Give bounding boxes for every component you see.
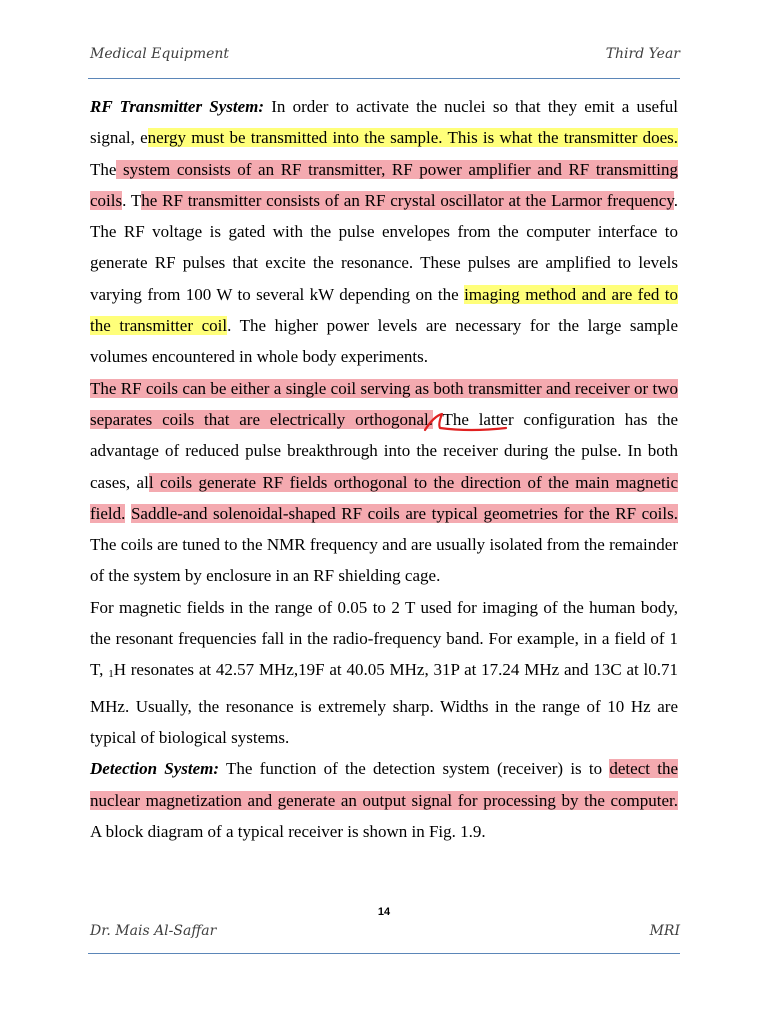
text-run: The latter configuration has the advantage of reduced pulse breakthrough into the receiver during the pulse. In both cases, al	[90, 409, 678, 492]
text-run: In order to activate the nuclei so that they emit a useful signal, e	[90, 97, 678, 148]
text-run: . The RF voltage is gated with the pulse envelopes from the computer interface to generate RF pulses that excite the resonance. These pulses are amplified to levels varying from 100 W to several kW depending on the	[90, 190, 678, 304]
text-run: H resonates at 42.57 MHz,19F at 40.05 MHz, 31P at 17.24 MHz and 13C at l0.71 MHz. Usually, the resonance is extremely sharp. Widths in the range of 10 Hz are typical of biological systems.	[90, 660, 679, 747]
text-run: The coils are tuned to the NMR frequency and are usually isolated from the remainder of the system by enclosure in an RF shielding cage.	[90, 535, 678, 586]
pink-highlight: The RF coils can be either a single coil serving as both transmitter and receiver or two separates coils that are electrically orthogonal.	[90, 378, 678, 429]
paragraph-resonant-frequencies	[90, 592, 678, 753]
footer-rule	[88, 953, 680, 954]
page-number: 14	[377, 906, 391, 918]
red-pen-annotation-icon	[420, 410, 520, 446]
paragraph-rf-coils	[90, 373, 678, 592]
pink-highlight: l coils generate RF fields orthogonal to the direction of the main magnetic field.	[90, 472, 678, 523]
section-lead: Detection System:	[90, 759, 220, 779]
yellow-highlight: imaging method and are fed to the transmitter coil	[90, 284, 679, 336]
page-footer	[90, 923, 680, 943]
text-run: For magnetic fields in the range of 0.05 to 2 T used for imaging of the human body, the resonant frequencies fall in the radio-frequency band. For example, in a field of 1 T,	[90, 597, 678, 680]
page-body	[90, 91, 678, 847]
subscript: 1	[108, 668, 114, 681]
header-rule	[88, 78, 680, 79]
text-run: The	[90, 159, 117, 179]
paragraph-detection-system	[90, 753, 678, 847]
section-lead: RF Transmitter System:	[90, 97, 265, 116]
yellow-highlight: nergy must be transmitted into the sample. This is what the transmitter does.	[147, 128, 678, 148]
text-run: The function of the detection system (receiver) is to	[219, 759, 610, 779]
pink-highlight: Saddle-and solenoidal-shaped RF coils are typical geometries for the RF coils.	[130, 503, 678, 523]
text-run: A block diagram of a typical receiver is shown in Fig. 1.9.	[90, 821, 486, 841]
header-course: Medical Equipment	[90, 46, 230, 62]
header-year: Third Year	[605, 46, 680, 62]
pink-highlight: he RF transmitter consists of an RF crystal oscillator at the Larmor frequency	[141, 190, 674, 210]
footer-subject: MRI	[649, 923, 680, 939]
pink-highlight: system consists of an RF transmitter, RF power amplifier and RF transmitting coils	[90, 159, 678, 210]
text-run: . T	[122, 190, 142, 210]
pink-highlight: detect the nuclear magnetization and generate an output signal for processing by the computer.	[90, 759, 678, 810]
footer-author: Dr. Mais Al-Saffar	[90, 923, 217, 939]
text-run: . The higher power levels are necessary for the large sample volumes encountered in whole body experiments.	[90, 316, 678, 367]
paragraph-rf-transmitter	[90, 91, 678, 373]
page-header	[90, 46, 680, 66]
